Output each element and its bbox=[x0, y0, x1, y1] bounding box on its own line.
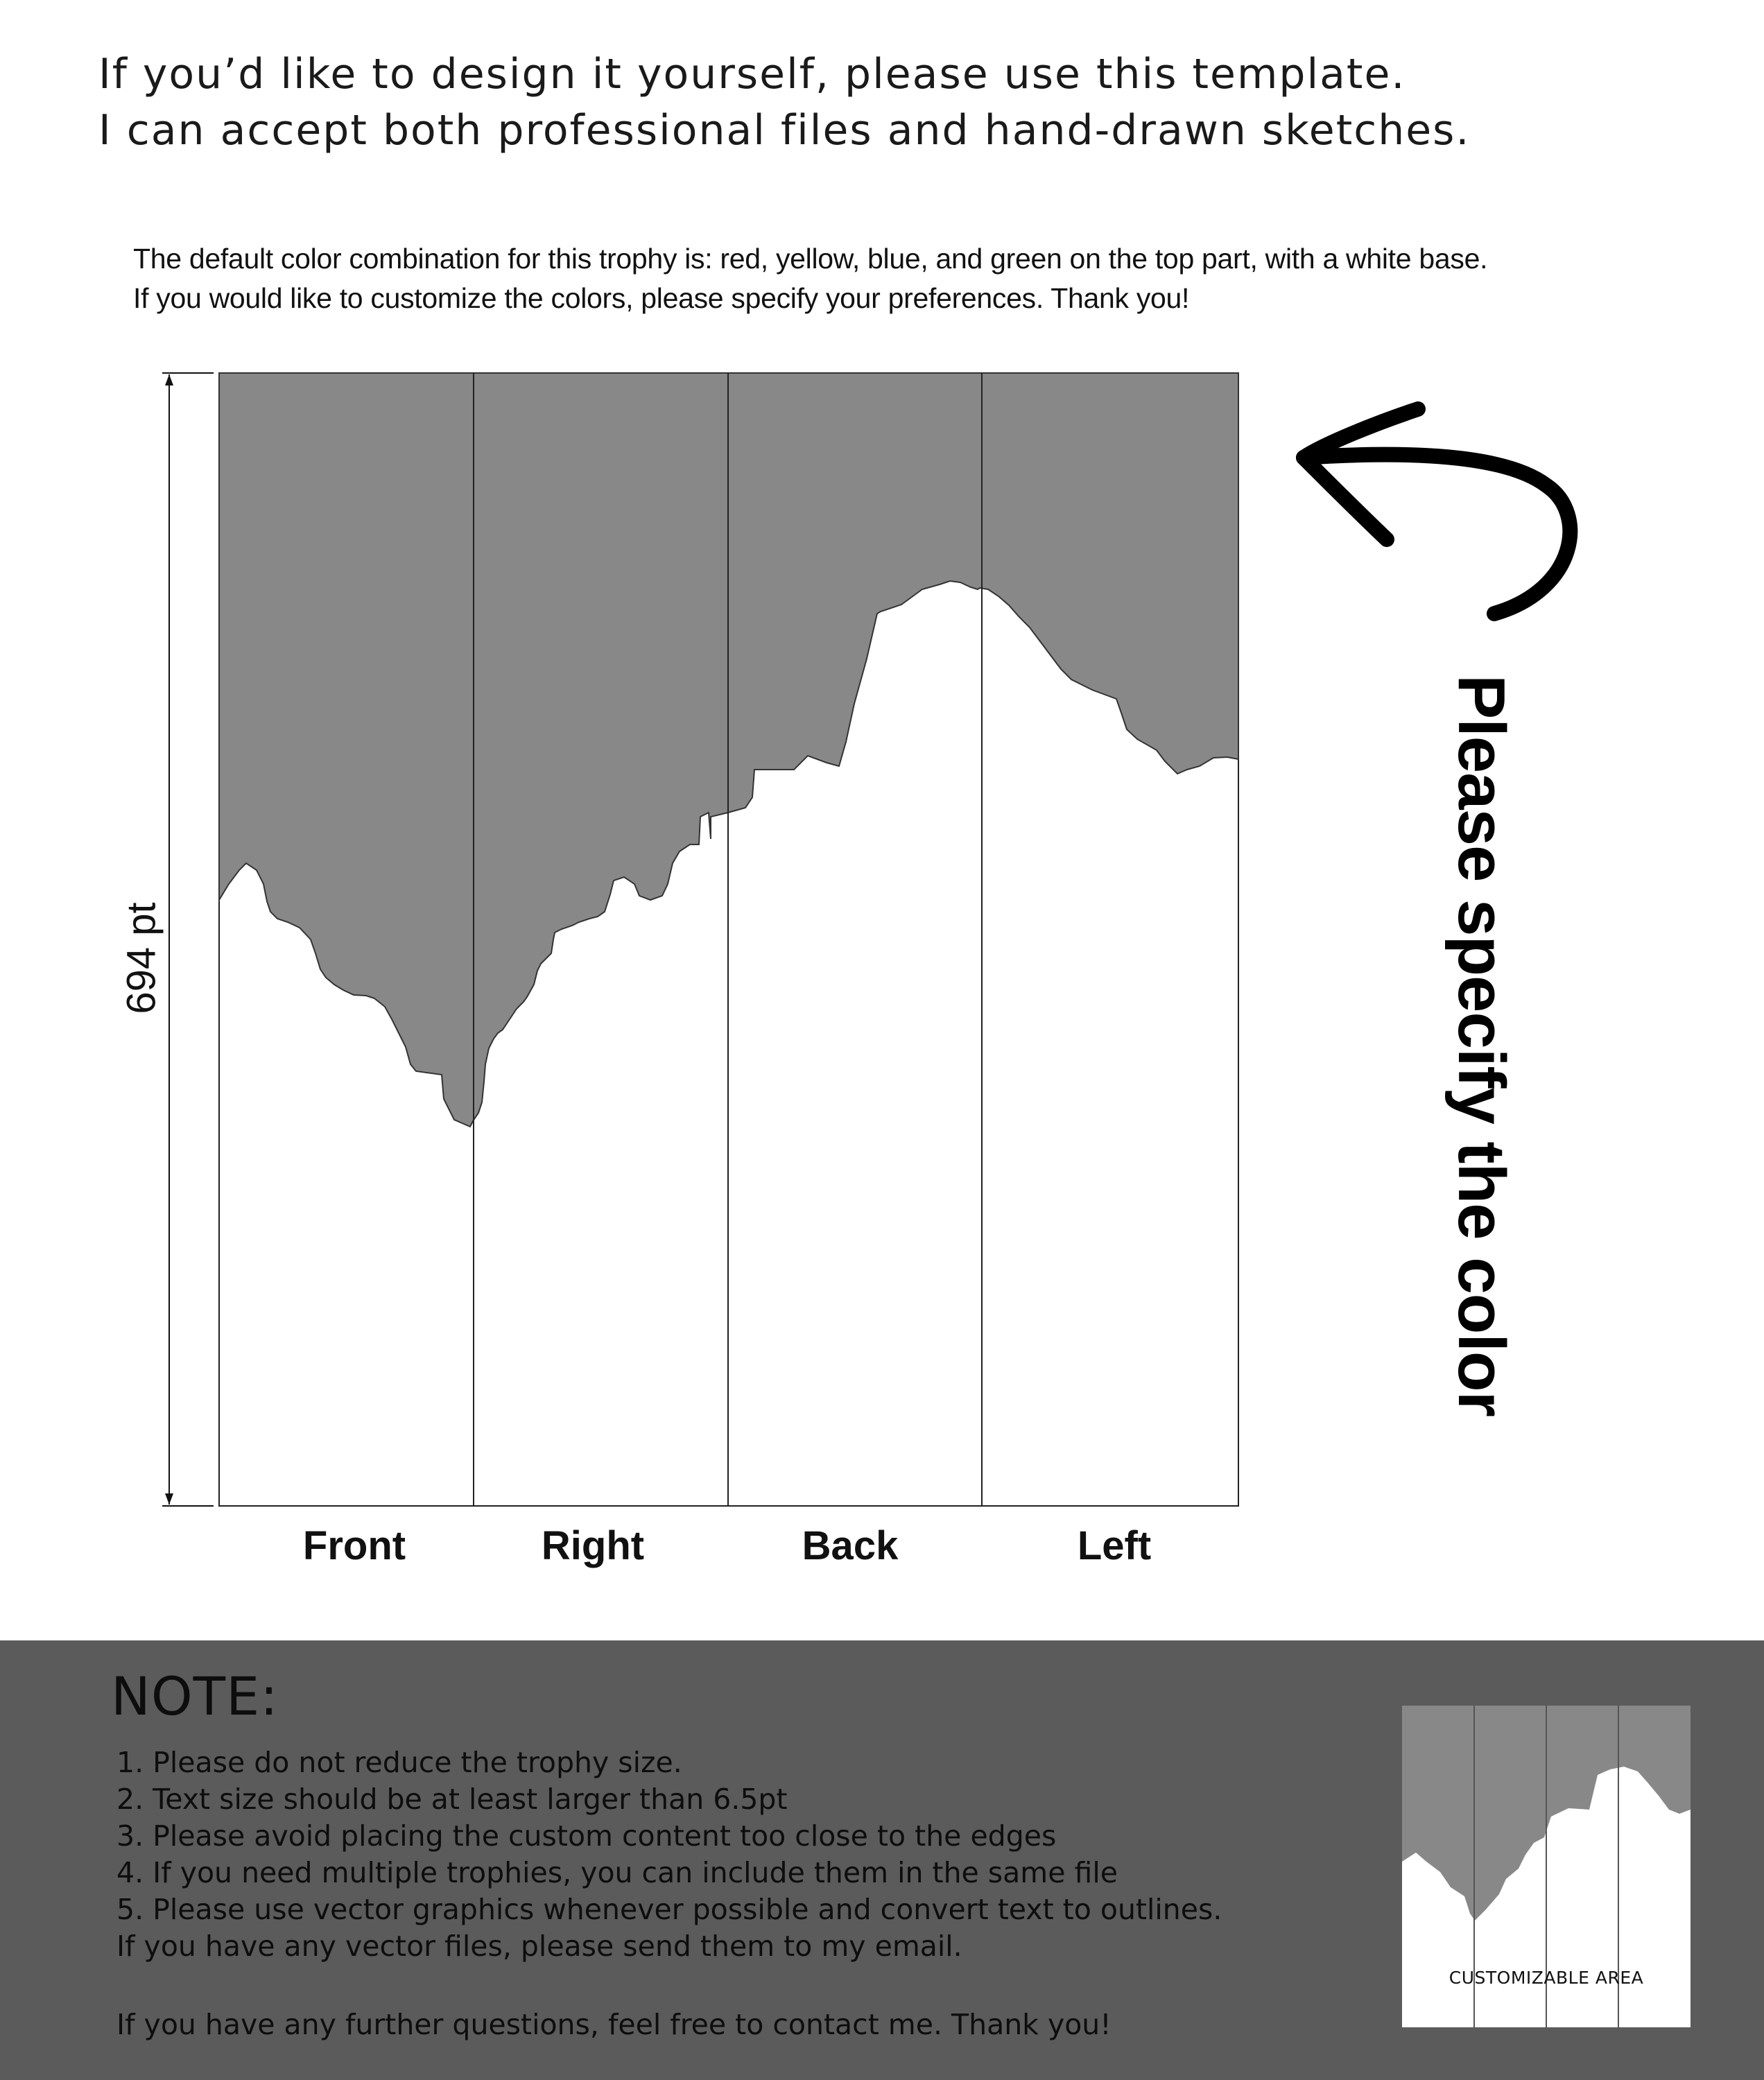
note-item: 2. Text size should be at least larger than 6.5pt bbox=[116, 1783, 788, 1816]
note-item: 5. Please use vector graphics whenever possible and convert text to outlines. bbox=[116, 1893, 1222, 1926]
note-title: NOTE: bbox=[111, 1665, 279, 1727]
panel-label-left: Left bbox=[1077, 1523, 1152, 1568]
curved-arrow-icon bbox=[1304, 409, 1570, 614]
height-dimension-label: 694 pt bbox=[119, 902, 164, 1014]
color-info-line-1: The default color combination for this trophy is: red, yellow, blue, and green on the top part, with a white base. bbox=[133, 243, 1488, 275]
note-item: 3. Please avoid placing the custom content too close to the edges bbox=[116, 1819, 1057, 1853]
thumbnail-label: CUSTOMIZABLE AREA bbox=[1449, 1968, 1644, 1988]
note-item: 4. If you need multiple trophies, you can include them in the same file bbox=[116, 1856, 1118, 1889]
note-item: 1. Please do not reduce the trophy size. bbox=[116, 1746, 682, 1779]
color-callout-text: Please specify the color bbox=[1444, 675, 1519, 1416]
color-info-line-2: If you would like to customize the colors, please specify your preferences. Thank you! bbox=[133, 282, 1190, 314]
dimension-arrow-up-icon bbox=[165, 374, 173, 385]
customizable-area-thumbnail bbox=[1402, 1706, 1690, 2027]
panel-label-front: Front bbox=[302, 1523, 406, 1568]
note-item: If you have any vector files, please send them to my email. bbox=[116, 1930, 962, 1963]
note-contact: If you have any further questions, feel free to contact me. Thank you! bbox=[116, 2008, 1112, 2041]
panel-label-back: Back bbox=[802, 1523, 899, 1568]
note-section bbox=[0, 1640, 1764, 2080]
intro-line-1: If you’d like to design it yourself, please use this template. bbox=[98, 50, 1406, 98]
panel-label-right: Right bbox=[541, 1523, 645, 1568]
note-list bbox=[116, 1744, 1222, 1965]
dimension-arrow-down-icon bbox=[165, 1493, 173, 1505]
intro-line-2: I can accept both professional files and hand-drawn sketches. bbox=[98, 106, 1471, 155]
